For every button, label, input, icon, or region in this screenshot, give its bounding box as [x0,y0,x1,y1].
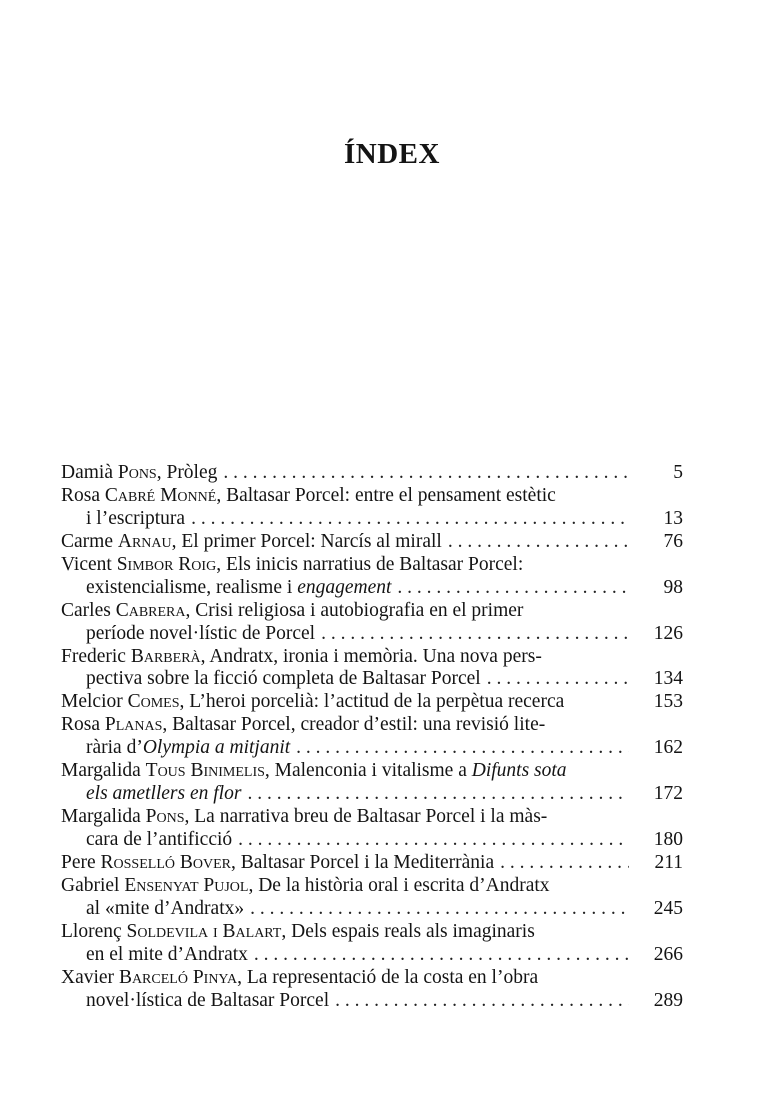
toc-entry[interactable] [61,760,683,806]
toc-line [61,852,683,875]
entry-title [61,921,535,944]
dot-leader [238,829,629,852]
separator: , [216,484,227,506]
title-text: Dels espais reals als imaginaris [291,920,535,942]
title-text: Els inicis narratius de Baltasar Porcel: [225,553,524,575]
entry-title [86,783,241,806]
page-number: 126 [653,622,683,644]
toc-line [61,875,683,898]
page-number: 76 [663,530,683,552]
entry-title [86,668,481,691]
toc-entry[interactable] [61,967,683,1013]
author-last-name: Pons [117,462,157,483]
title-text: període novel·lístic de Porcel [86,622,316,644]
title-text: La narrativa breu de Baltasar Porcel i la màs- [194,806,548,828]
toc-entry[interactable] [61,485,683,531]
toc-entry[interactable] [61,921,683,967]
dot-leader [254,944,629,967]
separator: , [184,806,195,828]
entry-title [61,760,567,783]
dot-leader [487,668,629,691]
toc-line [61,508,683,531]
dot-leader [250,898,629,921]
separator: , [230,851,241,873]
author-first-name: Damià [61,462,113,483]
separator: , [171,530,182,552]
author-first-name: Rosa [61,484,100,506]
author-first-name: Rosa [61,714,100,736]
toc-entry[interactable] [61,600,683,646]
title-text: en el mite d’Andratx [86,943,248,965]
toc-line [61,531,683,554]
toc-line [61,485,683,508]
dot-leader [448,531,629,554]
author-last-name: Barceló Pinya [118,966,238,988]
toc-entry[interactable] [61,531,683,554]
author-first-name: Llorenç [61,920,122,942]
author-last-name: Ensenyat Pujol [124,874,249,896]
entry-title [86,898,244,921]
toc-line [61,691,683,714]
toc-entry[interactable] [61,554,683,600]
page-number: 266 [653,943,683,965]
entry-title [86,944,248,967]
toc-entry[interactable] [61,852,683,875]
author-last-name: Planas [104,714,163,736]
entry-title [86,990,329,1013]
toc-line [61,600,683,623]
separator: , [179,691,190,713]
dot-leader [500,852,629,875]
title-italic: Difunts sota [471,760,567,782]
entry-title [61,646,542,669]
title-italic: Olympia a mitjanit [142,737,291,759]
author-last-name: Cabrera [115,599,186,621]
entry-title [61,852,494,875]
toc-line [61,967,683,990]
page-number: 134 [653,668,683,690]
author-last-name: Comes [127,691,180,713]
entry-title [86,577,391,600]
separator: , [264,760,275,782]
entry-title [61,600,523,623]
author-last-name: Tous Binimelis [145,760,265,782]
page-number: 180 [653,829,683,850]
toc-line [61,623,683,646]
author-first-name: Frederic [61,645,126,667]
title-text: i l’escriptura [86,507,186,529]
page-number: 5 [673,462,683,483]
separator: , [248,874,259,896]
toc-line [61,990,683,1013]
entry-title [61,531,442,554]
toc-entry[interactable] [61,462,683,485]
toc-line [61,577,683,600]
author-last-name: Simbor Roig [116,553,217,575]
author-last-name: Soldevila i Balart [126,920,282,942]
author-last-name: Pons [145,806,185,828]
author-last-name: Cabré Monné [104,484,217,506]
author-first-name: Margalida [61,760,141,782]
page-number: 13 [663,507,683,529]
title-italic: els ametllers en flor [86,783,242,805]
entry-title [61,462,217,485]
dot-leader [247,783,629,806]
toc-line [61,760,683,783]
page-number: 245 [653,897,683,919]
separator: , [281,920,292,942]
toc-line [61,646,683,669]
title-text: L’heroi porcelià: l’actitud de la perpètua recerca [189,691,565,713]
entry-title [61,691,564,714]
title-text: Pròleg [166,462,218,483]
separator: , [200,645,210,667]
author-first-name: Gabriel [61,874,120,896]
author-first-name: Carme [61,530,113,552]
entry-title [61,554,523,577]
toc-entry[interactable] [61,806,683,852]
author-first-name: Margalida [61,806,141,828]
entry-title [86,508,185,531]
dot-leader [335,990,629,1013]
title-text: cara de l’antificció [86,829,233,850]
table-of-contents [61,462,683,1013]
author-first-name: Carles [61,599,111,621]
toc-line [61,737,683,760]
separator: , [156,462,167,483]
title-text: Baltasar Porcel: entre el pensament estètic [226,484,556,506]
author-last-name: Barberà [130,645,201,667]
title-text: Baltasar Porcel, creador d’estil: una revisió lite- [172,714,546,736]
author-first-name: Melcior [61,691,123,713]
entry-title [61,485,556,508]
author-first-name: Pere [61,851,96,873]
dot-leader [321,623,629,646]
toc-line [61,668,683,691]
toc-entry[interactable] [61,714,683,760]
toc-line [61,806,683,829]
dot-leader [191,508,629,531]
toc-line [61,462,683,485]
title-text: rària d’ [86,737,143,759]
page-title: ÍNDEX [344,138,440,170]
title-text: El primer Porcel: Narcís al mirall [181,530,442,552]
toc-line [61,829,683,852]
toc-line [61,944,683,967]
page-number: 172 [653,783,683,805]
title-text: al «mite d’Andratx» [86,897,245,919]
toc-line [61,783,683,806]
entry-title [61,714,545,737]
toc-entry[interactable] [61,691,683,714]
entry-title [61,875,550,898]
entry-title [86,737,290,760]
title-text: pectiva sobre la ficció completa de Baltasar Porcel [86,668,481,690]
dot-leader [397,577,629,600]
separator: , [162,714,173,736]
entry-title [86,829,232,852]
separator: , [185,599,196,621]
title-text: Crisi religiosa i autobiografia en el primer [195,599,524,621]
page-number: 162 [653,737,683,759]
title-text: novel·lística de Baltasar Porcel [86,989,330,1011]
author-first-name: Xavier [61,966,115,988]
title-text: Malenconia i vitalisme a [274,760,472,782]
page-number: 153 [653,691,683,713]
title-text: Andratx, ironia i memòria. Una nova pers- [209,645,542,667]
toc-entry[interactable] [61,646,683,692]
dot-leader [223,462,629,485]
title-text: existencialisme, realisme i [86,576,298,598]
toc-line [61,921,683,944]
author-last-name: Rosselló Bover [100,851,231,873]
title-italic: engagement [297,576,392,598]
page-number: 289 [653,989,683,1011]
title-text: Baltasar Porcel i la Mediterrània [240,851,495,873]
title-text: De la història oral i escrita d’Andratx [258,874,550,896]
author-first-name: Vicent [61,553,112,575]
page-number: 211 [654,851,683,873]
entry-title [61,967,538,990]
author-last-name: Arnau [117,530,172,552]
page-number: 98 [663,576,683,598]
toc-line [61,554,683,577]
entry-title [86,623,315,646]
toc-line [61,714,683,737]
dot-leader [296,737,629,760]
toc-line [61,898,683,921]
separator: , [216,553,226,575]
separator: , [237,966,247,988]
toc-entry[interactable] [61,875,683,921]
title-text: La representació de la costa en l’obra [246,966,539,988]
entry-title [61,806,547,829]
